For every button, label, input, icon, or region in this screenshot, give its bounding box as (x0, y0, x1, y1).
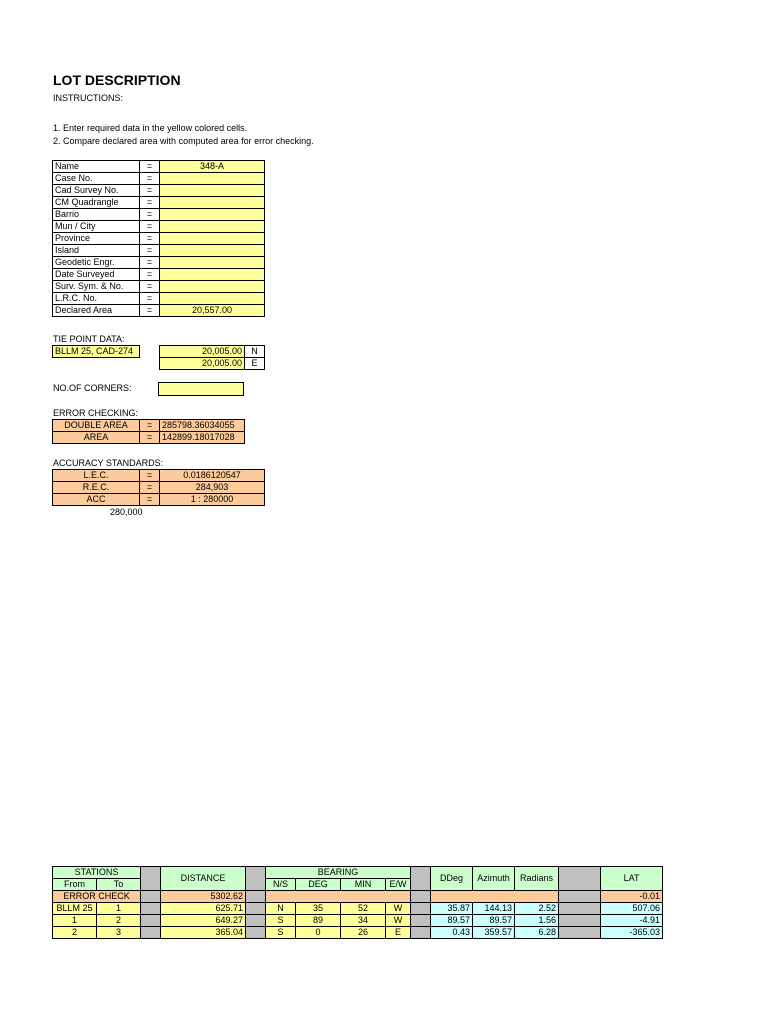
radians-cell: 1.56 (515, 915, 559, 927)
lot-field-equals: = (140, 293, 160, 305)
lot-field-value[interactable]: 348-A (160, 161, 265, 173)
accuracy-label: L.E.C. (53, 470, 140, 482)
accuracy-value: 284,903 (160, 482, 265, 494)
lot-field-equals: = (140, 161, 160, 173)
lot-field-label: Name (53, 161, 140, 173)
lot-field-equals: = (140, 269, 160, 281)
lot-field-equals: = (140, 281, 160, 293)
header-azimuth: Azimuth (473, 867, 515, 891)
lot-field-row (53, 305, 265, 317)
lot-field-label: Mun / City (53, 221, 140, 233)
lot-field-row (53, 221, 265, 233)
lot-field-label: Province (53, 233, 140, 245)
lot-field-label: Island (53, 245, 140, 257)
station-to[interactable]: 1 (97, 903, 141, 915)
traverse-row (53, 915, 663, 927)
lot-field-equals: = (140, 173, 160, 185)
corners-input[interactable] (159, 383, 244, 396)
lot-field-row (53, 293, 265, 305)
header-ew: E/W (386, 879, 411, 891)
error-checking-equals: = (140, 420, 160, 432)
lot-field-label: Declared Area (53, 305, 140, 317)
spacer-cell (246, 903, 266, 915)
lot-field-equals: = (140, 185, 160, 197)
distance-cell[interactable]: 649.27 (161, 915, 246, 927)
error-checking-equals: = (140, 432, 160, 444)
page-title: LOT DESCRIPTION (53, 72, 181, 88)
lot-field-equals: = (140, 209, 160, 221)
lot-field-label: Date Surveyed (53, 269, 140, 281)
bearing-ns-cell[interactable]: N (266, 903, 296, 915)
lot-field-label: CM Quadrangle (53, 197, 140, 209)
distance-cell[interactable]: 365.04 (161, 927, 246, 939)
bearing-ew-cell[interactable]: E (386, 927, 411, 939)
accuracy-value: 0.0186120547 (160, 470, 265, 482)
bearing-min-cell[interactable]: 52 (341, 903, 386, 915)
lot-field-label: Case No. (53, 173, 140, 185)
spacer-cell (559, 903, 601, 915)
station-from[interactable]: 1 (53, 915, 97, 927)
lot-field-value[interactable] (160, 293, 265, 305)
traverse-row (53, 927, 663, 939)
header-stations: STATIONS (53, 867, 141, 879)
corners-table (158, 382, 244, 396)
azimuth-cell: 359.57 (473, 927, 515, 939)
error-check-lat: -0.01 (601, 891, 663, 903)
accuracy-row (53, 482, 265, 494)
lot-field-value[interactable] (160, 257, 265, 269)
bearing-ns-cell[interactable]: S (266, 927, 296, 939)
lot-field-row (53, 281, 265, 293)
tie-point-north[interactable]: 20,005.00 (160, 346, 245, 358)
azimuth-cell: 144.13 (473, 903, 515, 915)
accuracy-equals: = (140, 470, 160, 482)
bearing-min-cell[interactable]: 34 (341, 915, 386, 927)
error-checking-label: DOUBLE AREA (53, 420, 140, 432)
lot-field-row (53, 209, 265, 221)
error-checking-row (53, 432, 245, 444)
lat-cell: -365.03 (601, 927, 663, 939)
lot-field-value[interactable] (160, 281, 265, 293)
accuracy-label: ACC (53, 494, 140, 506)
lot-field-equals: = (140, 245, 160, 257)
accuracy-label: R.E.C. (53, 482, 140, 494)
ddeg-cell: 35.87 (431, 903, 473, 915)
lot-field-value[interactable] (160, 173, 265, 185)
lot-field-row (53, 161, 265, 173)
accuracy-row (53, 470, 265, 482)
bearing-ew-cell[interactable]: W (386, 903, 411, 915)
header-ddeg: DDeg (431, 867, 473, 891)
azimuth-cell: 89.57 (473, 915, 515, 927)
accuracy-table (52, 469, 265, 506)
header-from: From (53, 879, 97, 891)
bearing-ns-cell[interactable]: S (266, 915, 296, 927)
tie-point-table (52, 345, 265, 370)
instruction-1: 1. Enter required data in the yellow colored cells. (53, 123, 248, 133)
error-checking-label: AREA (53, 432, 140, 444)
lat-cell: -4.91 (601, 915, 663, 927)
lot-field-value[interactable] (160, 197, 265, 209)
lot-fields-table (52, 160, 265, 317)
accuracy-label: ACCURACY STANDARDS: (53, 458, 164, 468)
spacer-cell (411, 915, 431, 927)
distance-cell[interactable]: 625.71 (161, 903, 246, 915)
lat-cell: 507.06 (601, 903, 663, 915)
lot-field-equals: = (140, 197, 160, 209)
spacer-cell (141, 927, 161, 939)
accuracy-below-value: 280,000 (110, 507, 143, 517)
header-deg: DEG (296, 879, 341, 891)
error-checking-value: 142899.18017028 (160, 432, 245, 444)
bearing-ew-cell[interactable]: W (386, 915, 411, 927)
instructions-label: INSTRUCTIONS: (53, 93, 124, 103)
lot-field-row (53, 245, 265, 257)
accuracy-row (53, 494, 265, 506)
error-checking-label: ERROR CHECKING: (53, 408, 139, 418)
tie-point-label: TIE POINT DATA: (53, 334, 125, 344)
spacer-cell (411, 927, 431, 939)
header-radians: Radians (515, 867, 559, 891)
spacer-cell (246, 927, 266, 939)
header-min: MIN (341, 879, 386, 891)
station-from[interactable]: BLLM 25 (53, 903, 97, 915)
lot-field-row (53, 269, 265, 281)
spacer-cell (559, 915, 601, 927)
tie-point-name[interactable]: BLLM 25, CAD-274 (53, 346, 140, 358)
station-to[interactable]: 2 (97, 915, 141, 927)
header-ns: N/S (266, 879, 296, 891)
instruction-2: 2. Compare declared area with computed area for error checking. (53, 136, 314, 146)
ddeg-cell: 89.57 (431, 915, 473, 927)
error-check-distance: 5302.62 (161, 891, 246, 903)
accuracy-equals: = (140, 482, 160, 494)
station-to[interactable]: 3 (97, 927, 141, 939)
lot-field-equals: = (140, 233, 160, 245)
bearing-deg-cell[interactable]: 89 (296, 915, 341, 927)
tie-point-east-dir: E (245, 358, 265, 370)
lot-field-value[interactable] (160, 245, 265, 257)
spacer-cell (141, 915, 161, 927)
error-checking-row (53, 420, 245, 432)
accuracy-value: 1 : 280000 (160, 494, 265, 506)
spacer-cell (411, 903, 431, 915)
spacer-cell (559, 927, 601, 939)
lot-field-row (53, 185, 265, 197)
lot-field-label: Surv. Sym. & No. (53, 281, 140, 293)
lot-field-value[interactable]: 20,557.00 (160, 305, 265, 317)
spacer-cell (141, 903, 161, 915)
lot-field-value[interactable] (160, 269, 265, 281)
lot-field-row (53, 197, 265, 209)
ddeg-cell: 0.43 (431, 927, 473, 939)
lot-field-equals: = (140, 305, 160, 317)
lot-field-row (53, 257, 265, 269)
lot-field-row (53, 173, 265, 185)
lot-field-label: L.R.C. No. (53, 293, 140, 305)
bearing-deg-cell[interactable]: 0 (296, 927, 341, 939)
spacer-cell (246, 915, 266, 927)
error-checking-table (52, 419, 245, 444)
lot-field-equals: = (140, 257, 160, 269)
lot-field-label: Cad Survey No. (53, 185, 140, 197)
bearing-min-cell[interactable]: 26 (341, 927, 386, 939)
lot-field-label: Geodetic Engr. (53, 257, 140, 269)
lot-field-equals: = (140, 221, 160, 233)
error-checking-value: 285798.36034055 (160, 420, 245, 432)
lot-field-value[interactable] (160, 209, 265, 221)
header-lat: LAT (601, 867, 663, 891)
lot-field-label: Barrio (53, 209, 140, 221)
lot-field-value[interactable] (160, 221, 265, 233)
lot-field-row (53, 233, 265, 245)
header-to: To (97, 879, 141, 891)
lot-field-value[interactable] (160, 233, 265, 245)
header-bearing: BEARING (266, 867, 411, 879)
traverse-row (53, 903, 663, 915)
traverse-table (52, 866, 663, 939)
lot-field-value[interactable] (160, 185, 265, 197)
error-check-label: ERROR CHECK (53, 891, 141, 903)
bearing-deg-cell[interactable]: 35 (296, 903, 341, 915)
station-from[interactable]: 2 (53, 927, 97, 939)
corners-label: NO.OF CORNERS: (53, 383, 132, 393)
tie-point-north-dir: N (245, 346, 265, 358)
tie-point-east[interactable]: 20,005.00 (160, 358, 245, 370)
radians-cell: 2.52 (515, 903, 559, 915)
accuracy-equals: = (140, 494, 160, 506)
header-distance: DISTANCE (161, 867, 246, 891)
radians-cell: 6.28 (515, 927, 559, 939)
